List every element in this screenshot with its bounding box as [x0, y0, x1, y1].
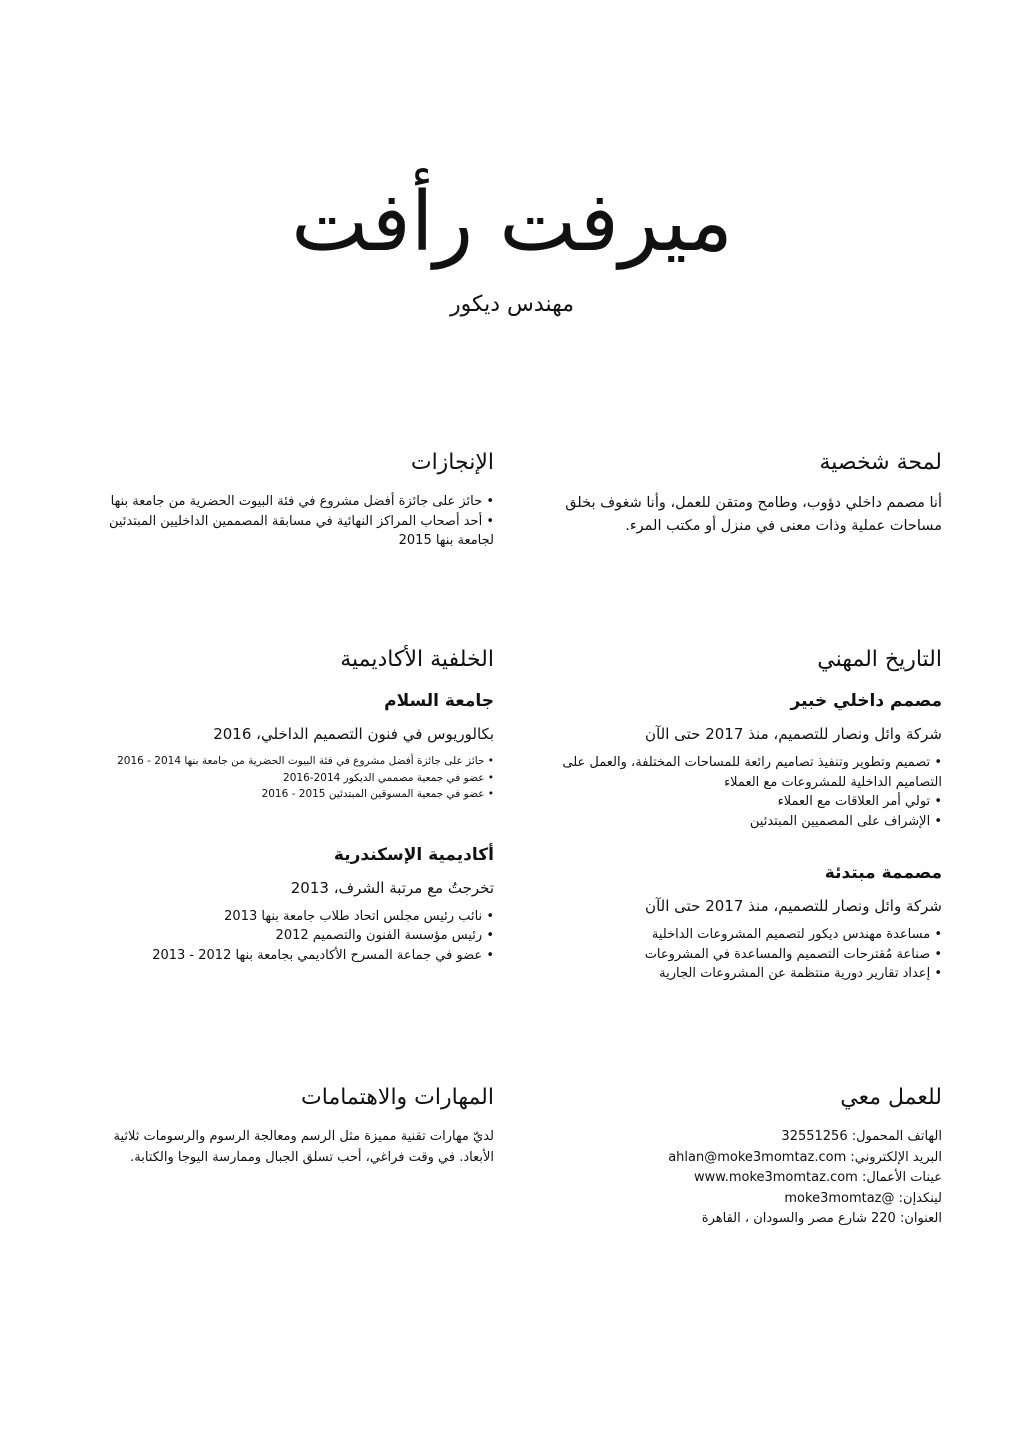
list-item: • عضو في جمعية مصممي الديكور 2014-2016: [84, 770, 494, 787]
list-item: • صناعة مُقترحات التصميم والمساعدة في المشروعات: [532, 945, 942, 965]
job-position: مصممة مبتدئة: [824, 863, 942, 883]
job-entry: [532, 689, 942, 831]
list-item: • تصميم وتطوير وتنفيذ تصاميم رائعة للمساحات المختلفة، والعمل على التصاميم الداخلية للمشروعات مع العملاء: [532, 753, 942, 792]
school-activities: [84, 907, 494, 966]
contact-portfolio: عينات الأعمال: www.moke3momtaz.com: [693, 1170, 942, 1185]
experience-section: [532, 645, 942, 984]
achievements-section: [84, 448, 494, 551]
skills-title: المهارات والاهتمامات: [301, 1085, 494, 1110]
job-company: شركة وائل ونصار للتصميم، منذ 2017 حتى الآن: [645, 897, 942, 915]
school-entry: [84, 843, 494, 966]
contact-title: للعمل معي: [840, 1085, 942, 1110]
job-duties: [532, 925, 942, 984]
job-duties: [532, 753, 942, 831]
school-name: جامعة السلام: [384, 691, 494, 711]
list-item: • مساعدة مهندس ديكور لتصميم المشروعات الداخلية: [532, 925, 942, 945]
job-entry: [532, 861, 942, 984]
job-position: مصمم داخلي خبير: [790, 691, 942, 711]
list-item: • حائز على جائزة أفضل مشروع في فئة البيوت الحضرية من جامعة بنها 2014 - 2016: [84, 753, 494, 770]
profile-text: أنا مصمم داخلي دؤوب، وطامح ومتقن للعمل، وأنا شغوف بخلق مساحات عملية وذات معنى في منزل أو مكتب المرء.: [565, 495, 942, 534]
contact-address: العنوان: 220 شارع مصر والسودان ، القاهرة: [701, 1211, 942, 1226]
list-item: • حائز على جائزة أفضل مشروع في فئة البيوت الحضرية من جامعة بنها: [84, 492, 494, 512]
contact-linkedin: لينكدإن: @moke3momtaz: [784, 1190, 942, 1206]
list-item: • رئيس مؤسسة الفنون والتصميم 2012: [84, 926, 494, 946]
skills-text: لديّ مهارات تقنية مميزة مثل الرسم ومعالجة الرسوم والرسومات ثلاثية الأبعاد. في وقت فراغي، أحب تسلق الجبال وممارسة اليوجا والكتابة.: [113, 1129, 494, 1165]
contact-phone: الهاتف المحمول: 32551256: [781, 1129, 942, 1144]
school-degree: تخرجتُ مع مرتبة الشرف، 2013: [290, 878, 494, 897]
list-item: • عضو في جمعية المسوقين المبتدئين 2015 - 2016: [84, 786, 494, 803]
achievements-title: الإنجازات: [410, 450, 494, 475]
job-company: شركة وائل ونصار للتصميم، منذ 2017 حتى الآن: [645, 725, 942, 743]
contact-section: [532, 1083, 942, 1230]
school-activities: [84, 753, 494, 803]
list-item: • أحد أصحاب المراكز النهائية في مسابقة المصممين الداخليين المبتدئين لجامعة بنها 2015: [84, 512, 494, 551]
profile-section: [532, 448, 942, 538]
achievements-list: [84, 492, 494, 551]
education-title: الخلفية الأكاديمية: [340, 647, 494, 672]
list-item: • نائب رئيس مجلس اتحاد طلاب جامعة بنها 2013: [84, 907, 494, 927]
experience-title: التاريخ المهني: [817, 647, 942, 672]
profile-title: لمحة شخصية: [819, 450, 942, 475]
school-name: أكاديمية الإسكندرية: [333, 844, 494, 865]
skills-section: [84, 1083, 494, 1168]
contact-email: البريد الإلكتروني: ahlan@moke3momtaz.com: [668, 1149, 942, 1165]
candidate-name: ميرفت رأفت: [291, 175, 733, 270]
candidate-role: مهندس ديكور: [449, 292, 575, 317]
list-item: • إعداد تقارير دورية منتظمة عن المشروعات الجارية: [532, 964, 942, 984]
list-item: • الإشراف على المصميين المبتدئين: [532, 812, 942, 832]
school-entry: [84, 689, 494, 803]
school-degree: بكالوريوس في فنون التصميم الداخلي، 2016: [213, 725, 494, 743]
education-section: [84, 645, 494, 965]
list-item: • عضو في جماعة المسرح الأكاديمي بجامعة بنها 2012 - 2013: [84, 946, 494, 966]
list-item: • تولي أمر العلاقات مع العملاء: [532, 792, 942, 812]
